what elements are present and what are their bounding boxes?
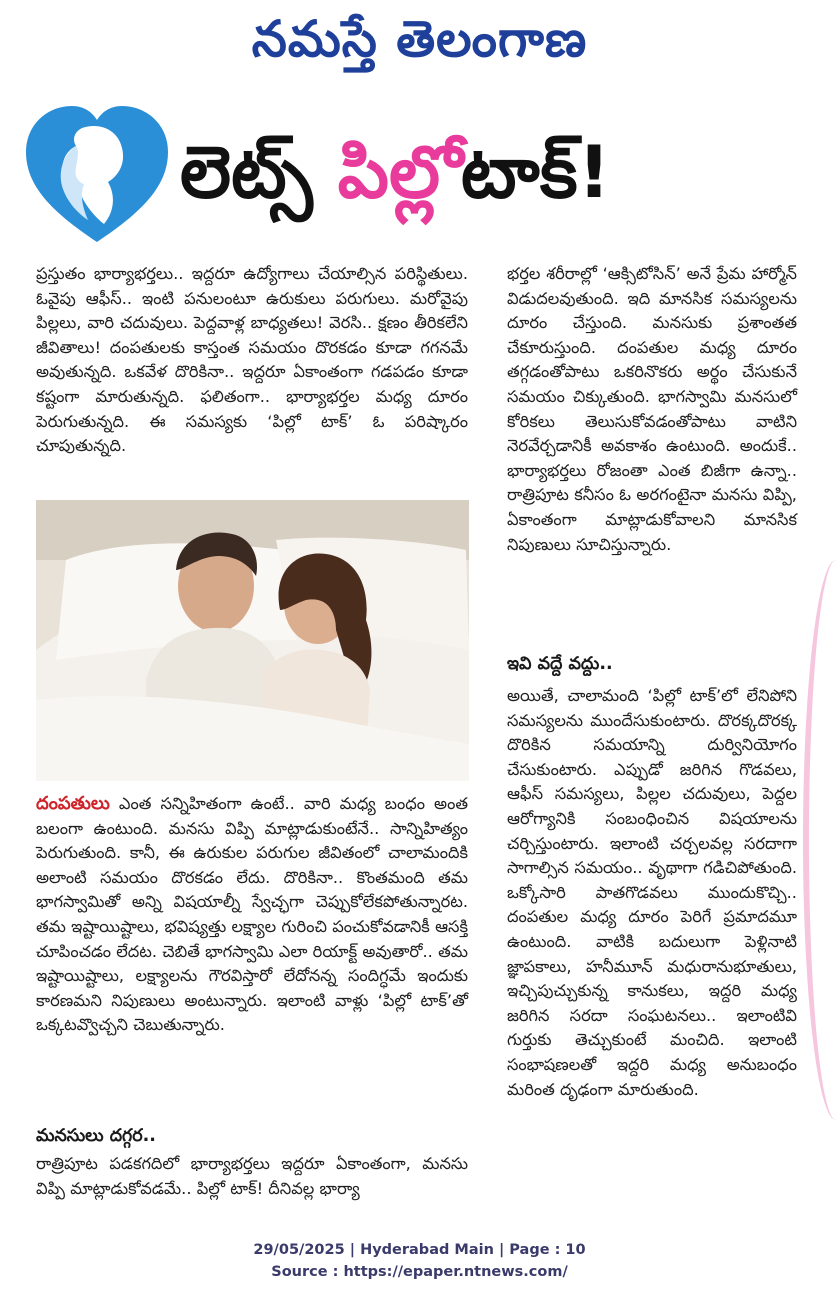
- intro-text: ప్రస్తుతం భార్యాభర్తలు.. ఇద్దరూ ఉద్యోగాలు చేయాల్సిన పరిస్థితులు. ఓవైపు ఆఫీస్.. ఇంటి పనులంటూ ఉరుకులు పరుగులు. మరోవైపు పిల్లలు, వారి చదువులు. పెద్దవాళ్ల బాధ్యతలు! వెరసి.. క్షణం తీరికలేని జీవితాలు! దంపతులకు కాస్తంత సమయం దొరకడం కూడా గగనమే అవుతున్నది. ఒకవేళ దొరికినా.. ఇద్దరూ ఏకాంతంగా గడపడం కూడా కష్టంగా మారుతున్నది. ఫలితంగా.. భార్యాభర్తల మధ్య దూరం పెరుగుతున్నది. ఈ సమస్యకు ‘పిల్లో టాక్’ ఓ పరిష్కారం చూపుతున్నది.: [36, 264, 468, 456]
- headline: [180, 118, 830, 226]
- col2-bottom-text: అయితే, చాలామంది ‘పిల్లో టాక్’లో లేనిపోని సమస్యలను ముందేసుకుంటారు. దొరక్కదొరక్క దొరికిన సమయాన్ని దుర్వినియోగం చేసుకుంటారు. ఎప్పుడో జరిగిన గొడవలు, ఆఫీస్ సమస్యలు, పిల్లల చదువులు, పెద్దల ఆరోగ్యానికి సంబంధించిన విషయాలను చర్చిస్తుంటారు. ఇలాంటి చర్చలవల్ల సరదాగా సాగాల్సిన సమయం.. వృథాగా గడిచిపోతుంది. ఒక్కోసారి పాతగొడవలు ముందుకొచ్చి.. దంపతుల మధ్య దూరం పెరిగే ప్రమాదమూ ఉంటుంది. వాటికి బదులుగా పెళ్లినాటి జ్ఞాపకాలు, హనీమూన్ మధురానుభూతులు, ఇచ్చిపుచ్చుకున్న కానుకలు, ఇద్దరి మధ్య జరిగిన సరదా సంఘటనలు.. ఇలాంటివి గుర్తుకు తెచ్చుకుంటే మంచిది. ఇలాంటి సంభాషణలతో ఇద్దరి మధ్య అనుబంధం మరింత దృఢంగా మారుతుంది.: [507, 686, 797, 1099]
- column2-bottom-paragraph: [507, 684, 797, 1102]
- body1-text: ఎంత సన్నిహితంగా ఉంటే.. వారి మధ్య బంధం అంత బలంగా ఉంటుంది. మనసు విప్పి మాట్లాడుకుంటేనే.. సాన్నిహిత్యం పెరుగుతుంది. కానీ, ఈ ఉరుకుల పరుగుల జీవితంలో చాలామందికి అలాంటి సమయం దొరకడం లేదు. దొరికినా.. కొంతమంది తమ భాగస్వామితో అన్ని విషయాల్నీ స్వేచ్ఛగా చెప్పుకోలేకపోతున్నారట. తమ ఇష్టాయిష్టాలు, భవిష్యత్తు లక్ష్యాల గురించి పంచుకోవడానికీ ఆసక్తి చూపించడం లేదట. చెబితే భాగస్వామి ఎలా రియాక్ట్ అవుతారో.. తమ ఇష్టాయిష్టాలు, లక్ష్యాలను గౌరవిస్తారో లేదోనన్న సందిగ్ధమే ఇందుకు కారణమని నిపుణులు అంటున్నారు. ఇలాంటి వాళ్లు ‘పిల్లో టాక్’తో ఒక్కటవ్వొచ్చని చెబుతున్నారు.: [36, 794, 468, 1035]
- column2-top-paragraph: [507, 262, 797, 557]
- body2-text: రాత్రిపూట పడకగదిలో భార్యాభర్తలు ఇద్దరూ ఏకాంతంగా, మనసు విప్పి మాట్లాడుకోవడమే.. పిల్లో టాక్! దీనివల్ల భార్యా: [36, 1154, 468, 1198]
- footer-source: Source : https://epaper.ntnews.com/: [271, 1264, 568, 1280]
- intro-paragraph: [36, 262, 468, 459]
- headline-part1: లెట్స్: [180, 130, 313, 214]
- headline-part3: టాక్!: [460, 130, 611, 214]
- col2-top-text: భర్తల శరీరాల్లో ‘ఆక్సిటోసిన్’ అనే ప్రేమ హార్మోన్ విడుదలవుతుంది. ఇది మానసిక సమస్యలను దూరం చేస్తుంది. మనసుకు ప్రశాంతత చేకూరుస్తుంది. దంపతుల మధ్య దూరం తగ్గడంతోపాటు ఒకరినొకరు అర్థం చేసుకునే సమయం చిక్కుతుంది. భాగస్వామి మనసులో కోరికలు తెలుసుకోవడంతోపాటు వాటిని నెరవేర్చడానికీ అవకాశం ఉంటుంది. అందుకే.. భార్యాభర్తలు రోజంతా ఎంత బిజీగా ఉన్నా.. రాత్రిపూట కనీసం ఓ అరగంటైనా మనసు విప్పి, ఏకాంతంగా మాట్లాడుకోవాలని మానసిక నిపుణులు సూచిస్తున్నారు.: [507, 264, 797, 554]
- body-paragraph-2: [36, 1152, 468, 1201]
- decorative-accent: [803, 560, 839, 1120]
- body-paragraph-1: [36, 792, 468, 1038]
- couple-photo-image: [36, 500, 469, 781]
- headline-part2: పిల్లో: [337, 130, 461, 214]
- lead-word: దంపతులు: [36, 793, 110, 814]
- subhead-avoid: ఇవి వద్దే వద్దు..: [507, 654, 613, 674]
- masthead: నమస్తే తెలంగాణ: [251, 10, 588, 68]
- couple-photo: [36, 500, 469, 781]
- subhead-closeness: మనసులు దగ్గర..: [36, 1126, 156, 1146]
- footer-date-edition: 29/05/2025 | Hyderabad Main | Page : 10: [253, 1242, 586, 1258]
- heart-couple-logo-icon: [22, 100, 172, 250]
